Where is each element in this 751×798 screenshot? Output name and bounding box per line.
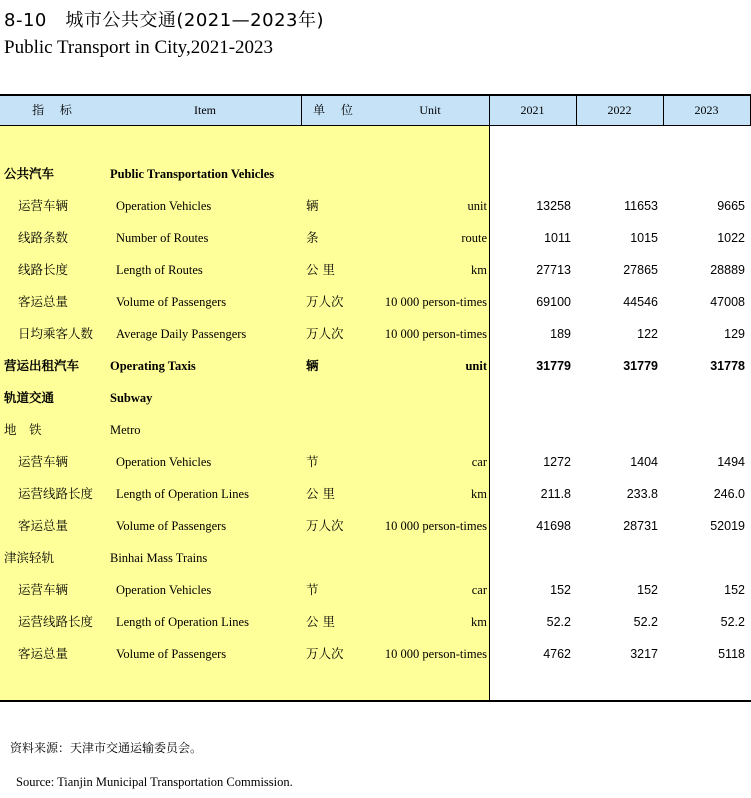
header-rule [0, 125, 751, 126]
unit-chinese-cell: 条 [306, 230, 319, 245]
item-cell: Average Daily Passengers [116, 327, 247, 341]
unit-chinese-cell [306, 414, 370, 446]
value-2023-cell: 1022 [717, 231, 745, 245]
item-cell: Length of Operation Lines [116, 487, 249, 501]
item-cell: Volume of Passengers [116, 647, 227, 661]
item-cell: Length of Operation Lines [116, 615, 249, 629]
value-2021-cell: 41698 [536, 519, 571, 533]
value-2021-cell: 189 [550, 327, 571, 341]
table-row [0, 446, 751, 478]
table-row [0, 574, 751, 606]
header-unit-chinese: 单 位 [313, 103, 359, 117]
value-2022-cell [576, 158, 658, 190]
item-cell: Operation Vehicles [116, 583, 212, 597]
item-cell: Metro [110, 423, 141, 437]
value-2022-cell: 1015 [630, 231, 658, 245]
header-year-2022: 2022 [607, 103, 632, 117]
indicator-cell: 运营车辆 [18, 582, 69, 597]
unit-english-cell: car [471, 583, 487, 597]
value-2023-cell [663, 158, 745, 190]
value-2022-cell: 152 [637, 583, 658, 597]
indicator-cell: 客运总量 [18, 294, 69, 309]
table-row [0, 638, 751, 670]
indicator-cell: 运营线路长度 [18, 486, 94, 501]
unit-chinese-cell [306, 158, 370, 190]
table-row [0, 158, 751, 190]
indicator-cell: 运营车辆 [18, 198, 69, 213]
table-row [0, 350, 751, 382]
table-row [0, 382, 751, 414]
value-2023-cell: 5118 [718, 647, 745, 661]
indicator-cell: 轨道交通 [4, 390, 55, 405]
value-2022-cell: 233.8 [626, 487, 658, 501]
unit-english-cell: km [471, 263, 487, 277]
header-item: Item [194, 103, 216, 117]
value-2022-cell: 27865 [623, 263, 658, 277]
value-2021-cell: 52.2 [546, 615, 571, 629]
header-unit-english: Unit [419, 103, 441, 117]
value-2021-cell: 13258 [536, 199, 571, 213]
indicator-cell: 日均乘客人数 [18, 326, 94, 341]
value-2021-cell: 211.8 [540, 487, 571, 501]
unit-english-cell: unit [465, 359, 487, 373]
value-2023-cell: 28889 [710, 263, 745, 277]
header-indicator: 指 标 [32, 103, 78, 117]
item-cell: Binhai Mass Trains [110, 551, 208, 565]
unit-chinese-cell: 公 里 [306, 486, 335, 501]
value-2023-cell: 47008 [710, 295, 745, 309]
value-2023-cell: 31778 [710, 359, 745, 373]
unit-chinese-cell [306, 542, 370, 574]
table-title-english: Public Transport in City,2021-2023 [4, 37, 274, 58]
value-2021-cell [489, 414, 571, 446]
unit-chinese-cell: 节 [306, 582, 319, 597]
value-2022-cell: 11653 [624, 199, 658, 213]
table-title-chinese: 8-10 城市公共交通(2021—2023年) [4, 10, 325, 31]
table-row [0, 222, 751, 254]
unit-english-cell [371, 382, 487, 414]
unit-english-cell: route [461, 231, 487, 245]
table-row [0, 542, 751, 574]
item-cell: Operation Vehicles [116, 199, 212, 213]
indicator-cell: 运营车辆 [18, 454, 69, 469]
value-2023-cell [663, 542, 745, 574]
table-row [0, 414, 751, 446]
unit-chinese-cell: 辆 [306, 198, 319, 213]
unit-english-cell: 10 000 person-times [384, 519, 487, 533]
unit-english-cell: unit [467, 199, 487, 213]
item-cell: Operation Vehicles [116, 455, 212, 469]
value-2022-cell: 1404 [630, 455, 658, 469]
unit-chinese-cell: 万人次 [306, 326, 344, 341]
unit-english-cell: car [471, 455, 487, 469]
unit-chinese-cell: 公 里 [306, 614, 335, 629]
unit-chinese-cell: 万人次 [306, 646, 344, 661]
table-row [0, 254, 751, 286]
item-cell: Volume of Passengers [116, 519, 227, 533]
indicator-cell: 线路条数 [18, 230, 69, 245]
value-2021-cell [489, 382, 571, 414]
unit-english-cell: 10 000 person-times [384, 327, 487, 341]
value-2021-cell [489, 542, 571, 574]
value-2021-cell: 1011 [544, 231, 571, 245]
indicator-cell: 线路长度 [18, 262, 69, 277]
indicator-cell: 地 铁 [4, 422, 42, 437]
value-2022-cell [576, 414, 658, 446]
value-2021-cell: 1272 [543, 455, 571, 469]
unit-chinese-cell: 辆 [306, 358, 319, 373]
table-row [0, 478, 751, 510]
item-cell: Volume of Passengers [116, 295, 227, 309]
value-2023-cell: 1494 [717, 455, 745, 469]
indicator-cell: 客运总量 [18, 646, 69, 661]
value-2021-cell: 69100 [536, 295, 571, 309]
table-row [0, 286, 751, 318]
value-2022-cell: 44546 [623, 295, 658, 309]
unit-english-cell: km [471, 615, 487, 629]
item-cell: Operating Taxis [110, 359, 196, 373]
table-row [0, 606, 751, 638]
item-cell: Public Transportation Vehicles [110, 167, 275, 181]
value-2023-cell [663, 414, 745, 446]
value-2023-cell: 52019 [710, 519, 745, 533]
value-2022-cell [576, 382, 658, 414]
indicator-cell: 运营线路长度 [18, 614, 94, 629]
unit-chinese-cell [306, 382, 370, 414]
unit-chinese-cell: 节 [306, 454, 319, 469]
value-2023-cell: 9665 [717, 199, 745, 213]
source-note-english: Source: Tianjin Municipal Transportation Commission. [16, 775, 293, 789]
value-2022-cell: 28731 [623, 519, 658, 533]
value-2023-cell: 52.2 [720, 615, 745, 629]
value-2021-cell: 27713 [536, 263, 571, 277]
value-2022-cell: 52.2 [633, 615, 658, 629]
item-cell: Number of Routes [116, 231, 209, 245]
header-year-2023: 2023 [694, 103, 719, 117]
unit-english-cell: 10 000 person-times [384, 647, 487, 661]
value-2021-cell: 152 [550, 583, 571, 597]
indicator-cell: 公共汽车 [4, 166, 55, 181]
unit-english-cell: 10 000 person-times [384, 295, 487, 309]
value-2021-cell [489, 158, 571, 190]
item-cell: Length of Routes [116, 263, 203, 277]
table-row [0, 190, 751, 222]
table-row [0, 510, 751, 542]
value-2021-cell: 31779 [536, 359, 571, 373]
value-2022-cell: 3217 [630, 647, 658, 661]
header-year-2021: 2021 [520, 103, 545, 117]
unit-english-cell: km [471, 487, 487, 501]
unit-english-cell [371, 542, 487, 574]
item-cell: Subway [110, 391, 153, 405]
value-2022-cell: 31779 [623, 359, 658, 373]
indicator-cell: 营运出租汽车 [4, 358, 80, 373]
value-2022-cell [576, 542, 658, 574]
indicator-cell: 津滨轻轨 [4, 550, 55, 565]
value-2023-cell [663, 382, 745, 414]
unit-chinese-cell: 公 里 [306, 262, 335, 277]
value-2021-cell: 4762 [543, 647, 571, 661]
unit-chinese-cell: 万人次 [306, 518, 344, 533]
indicator-cell: 客运总量 [18, 518, 69, 533]
unit-english-cell [371, 158, 487, 190]
value-2023-cell: 152 [724, 583, 745, 597]
value-2023-cell: 129 [724, 327, 745, 341]
value-2022-cell: 122 [637, 327, 658, 341]
value-2023-cell: 246.0 [713, 487, 745, 501]
table-row [0, 318, 751, 350]
unit-english-cell [371, 414, 487, 446]
bottom-rule [0, 700, 751, 702]
unit-chinese-cell: 万人次 [306, 294, 344, 309]
source-note-chinese: 资料来源：天津市交通运输委员会。 [10, 741, 203, 755]
